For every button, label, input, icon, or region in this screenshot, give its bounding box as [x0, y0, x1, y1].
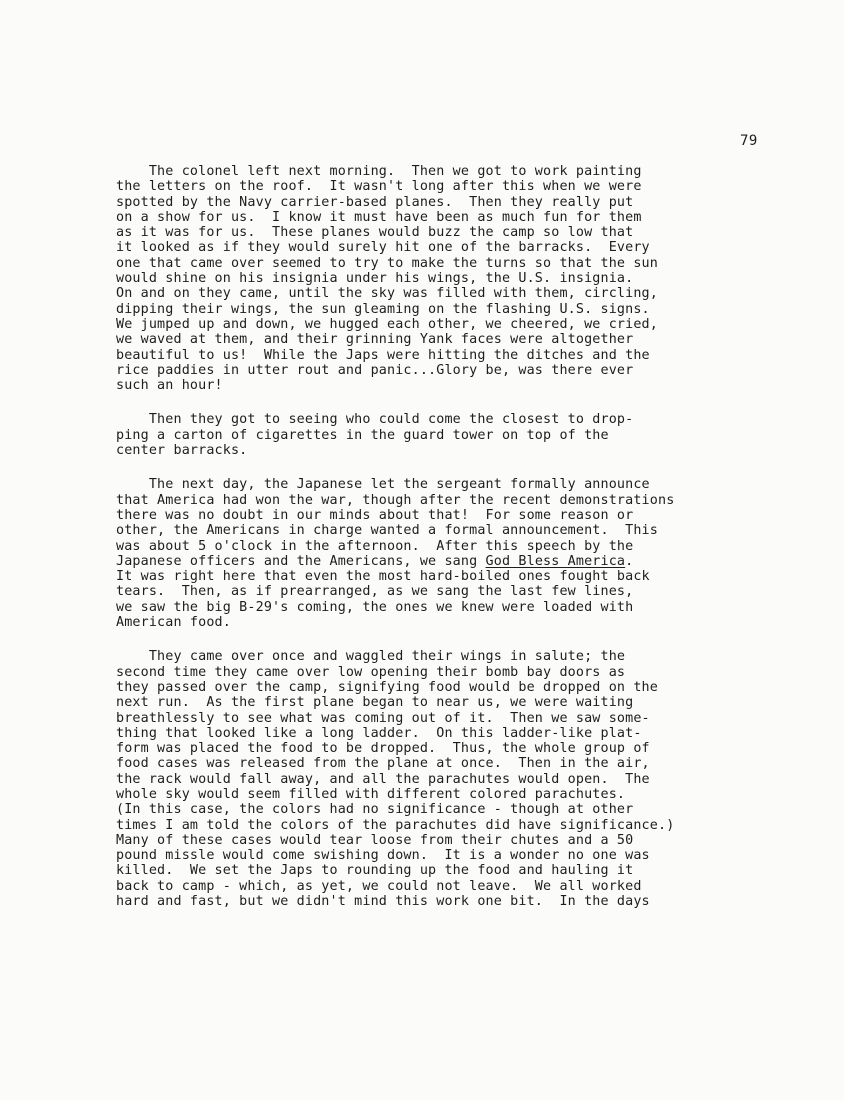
- text-line: pound missle would come swishing down. It is a wonder no one was: [116, 848, 650, 864]
- paragraph-3: [116, 477, 806, 630]
- text-line: was about 5 o'clock in the afternoon. After this speech by the: [116, 538, 634, 554]
- text-line: food cases was released from the plane at once. Then in the air,: [116, 756, 650, 772]
- page-number: 79: [740, 133, 758, 149]
- text-line: rice paddies in utter rout and panic...Glory be, was there ever: [116, 362, 634, 378]
- text-line: On and on they came, until the sky was filled with them, circling,: [116, 286, 658, 302]
- text-line: would shine on his insignia under his wings, the U.S. insignia.: [116, 271, 634, 287]
- text-line: The next day, the Japanese let the sergeant formally announce: [116, 477, 650, 493]
- text-line: such an hour!: [116, 378, 223, 394]
- text-line: on a show for us. I know it must have been as much fun for them: [116, 209, 642, 225]
- text-line: Then they got to seeing who could come the closest to drop-: [116, 412, 634, 428]
- paragraph-gap: [116, 630, 806, 649]
- paragraph-4: [116, 649, 806, 909]
- text-line: we waved at them, and their grinning Yank faces were altogether: [116, 332, 634, 348]
- text-line: center barracks.: [116, 443, 248, 459]
- text-line: ping a carton of cigarettes in the guard tower on top of the: [116, 427, 609, 443]
- text-line: whole sky would seem filled with different colored parachutes.: [116, 786, 626, 802]
- text-line: one that came over seemed to try to make the turns so that the sun: [116, 255, 658, 271]
- text-line: they passed over the camp, signifying food would be dropped on the: [116, 679, 658, 695]
- text-line: spotted by the Navy carrier-based planes. Then they really put: [116, 194, 634, 210]
- text-line: it looked as if they would surely hit one of the barracks. Every: [116, 240, 650, 256]
- paragraph-gap: [116, 458, 806, 477]
- text-line: that America had won the war, though after the recent demonstrations: [116, 492, 675, 508]
- text-line: form was placed the food to be dropped. Thus, the whole group of: [116, 741, 650, 757]
- line-end: .: [625, 553, 634, 569]
- text-line: killed. We set the Japs to rounding up the food and hauling it: [116, 863, 634, 879]
- body-text: [116, 164, 806, 909]
- text-line-with-song: [116, 554, 806, 569]
- text-line: tears. Then, as if prearranged, as we sang the last few lines,: [116, 584, 634, 600]
- text-line: as it was for us. These planes would buzz the camp so low that: [116, 225, 634, 241]
- text-line: there was no doubt in our minds about that! For some reason or: [116, 507, 634, 523]
- text-line: We jumped up and down, we hugged each other, we cheered, we cried,: [116, 316, 658, 332]
- text-line: hard and fast, but we didn't mind this work one bit. In the days: [116, 894, 650, 910]
- text-line: we saw the big B-29's coming, the ones we knew were loaded with: [116, 599, 634, 615]
- text-line: next run. As the first plane began to near us, we were waiting: [116, 695, 634, 711]
- text-line: Many of these cases would tear loose from their chutes and a 50: [116, 832, 634, 848]
- text-line: the letters on the roof. It wasn't long after this when we were: [116, 179, 642, 195]
- text-line: times I am told the colors of the parachutes did have significance.): [116, 817, 675, 833]
- paragraph-gap: [116, 393, 806, 412]
- paragraph-1: [116, 164, 806, 393]
- text-line: the rack would fall away, and all the parachutes would open. The: [116, 771, 650, 787]
- text-line: American food.: [116, 615, 231, 631]
- text-line: second time they came over low opening their bomb bay doors as: [116, 664, 626, 680]
- text-line: (In this case, the colors had no significance - though at other: [116, 802, 634, 818]
- text-line: thing that looked like a long ladder. On this ladder-like plat-: [116, 725, 642, 741]
- paragraph-2: [116, 412, 806, 458]
- text-line: They came over once and waggled their wings in salute; the: [116, 649, 626, 665]
- text-line: back to camp - which, as yet, we could not leave. We all worked: [116, 878, 642, 894]
- text-line: beautiful to us! While the Japs were hitting the ditches and the: [116, 347, 650, 363]
- text-line: It was right here that even the most hard-boiled ones fought back: [116, 569, 650, 585]
- line-start: Japanese officers and the Americans, we sang: [116, 553, 486, 569]
- text-line: The colonel left next morning. Then we got to work painting: [116, 164, 642, 179]
- song-title: God Bless America: [485, 553, 626, 569]
- text-line: breathlessly to see what was coming out of it. Then we saw some-: [116, 710, 650, 726]
- text-line: dipping their wings, the sun gleaming on the flashing U.S. signs.: [116, 301, 650, 317]
- text-line: other, the Americans in charge wanted a formal announcement. This: [116, 523, 658, 539]
